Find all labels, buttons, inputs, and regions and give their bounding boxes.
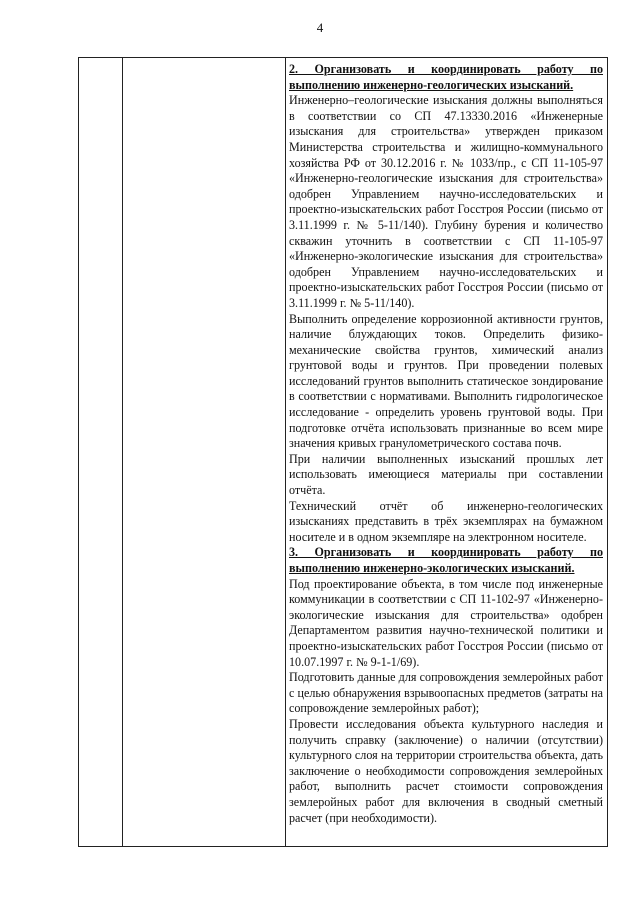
- section-3-paragraph: Подготовить данные для сопровождения землеройных работ с целью обнаружения взрывоопасных предметов (затраты на сопровождение землеройных работ);: [289, 670, 603, 716]
- requirements-table: [78, 57, 608, 847]
- page-number: 4: [316, 20, 324, 35]
- table-cell-requirements: [289, 62, 603, 826]
- section-3-paragraph: Провести исследования объекта культурного наследия и получить справку (заключение) о наличии (отсутствии) культурного слоя на территории строительства объекта, дать заключение о необходимости сопровождения землеройных работ, выполнить расчет стоимости сопровождения землеройных работ для включения в сводный сметный расчет (при необходимости).: [289, 716, 603, 825]
- section-2-paragraph: Технический отчёт об инженерно-геологических изысканиях представить в трёх экземплярах на бумажном носителе и в одном экземпляре на электронном носителе.: [289, 498, 603, 544]
- section-3-paragraph: Под проектирование объекта, в том числе под инженерные коммуникации в соответствии с СП 11-102-97 «Инженерно-экологические изыскания для строительства» одобрен Департаментом развития научно-технической политики и проектно-изыскательских работ Госстроя России (письмо от 10.07.1997 г. № 9-1-1/69).: [289, 576, 603, 669]
- section-2-paragraph: Инженерно–геологические изыскания должны выполняться в соответствии со СП 47.13330.2016 «Инженерные изыскания для строительства» утвержден приказом Министерства строительства и жилищно-коммунального хозяйства РФ от 30.12.2016 г. № 1033/пр., с СП 11-105-97 «Инженерно-геологические изыскания для строительства» одобрен Управлением научно-исследовательских и проектно-изыскательских работ Госстроя России (письмо от 3.11.1999 г. № 5-11/140). Глубину бурения и количество скважин уточнить в соответствии с СП 11-105-97 «Инженерно-экологические изыскания для строительства» одобрен Управлением научно-исследовательских и проектно-изыскательских работ Госстроя России (письмо от 3.11.1999 г. № 5-11/140).: [289, 93, 603, 310]
- column-divider: [122, 58, 123, 846]
- section-2-paragraph: При наличии выполненных изысканий прошлых лет использовать имеющиеся материалы при составлении отчёта.: [289, 451, 603, 498]
- section-2-heading: 2. Организовать и координировать работу по выполнению инженерно-геологических изысканий.: [289, 62, 603, 92]
- section-2-paragraph: Выполнить определение коррозионной активности грунтов, наличие блуждающих токов. Определить физико-механические свойства грунтов, химический анализ грунтовой воды и грунтов. При проведении полевых исследований грунтов выполнить статическое зондирование в соответствии с нормативами. Выполнить гидрологическое исследование - определить уровень грунтовой воды. При подготовке отчёта использовать признанные во всем мире значения кривых гранулометрического состава почв.: [289, 311, 603, 451]
- column-divider: [285, 58, 286, 846]
- section-3-heading: 3. Организовать и координировать работу по выполнению инженерно-экологических изысканий.: [289, 545, 603, 575]
